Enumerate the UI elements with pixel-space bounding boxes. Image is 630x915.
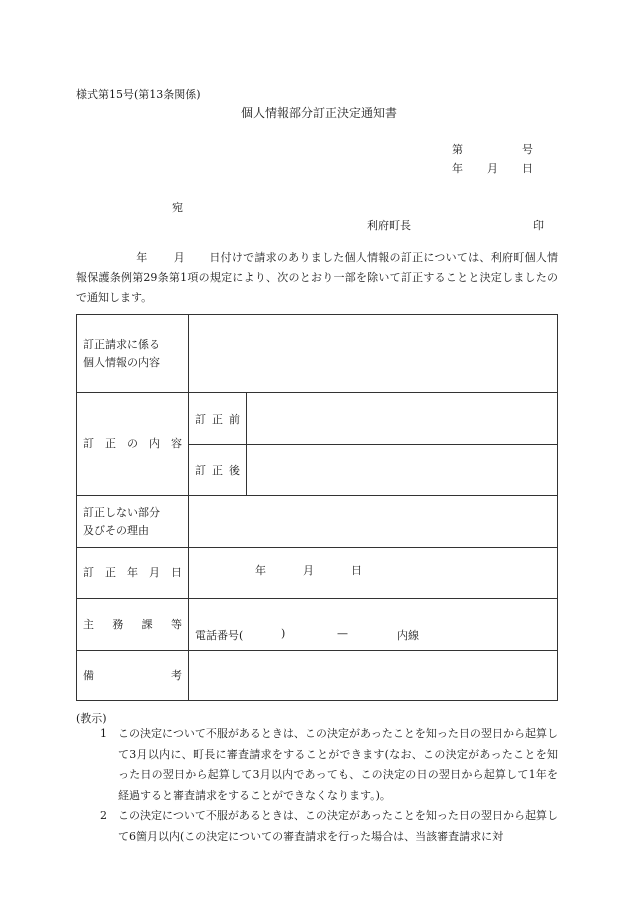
note-item	[100, 806, 558, 847]
addressee-suffix: 宛	[172, 201, 183, 214]
label-char: 等	[170, 617, 182, 631]
reference-dai: 第	[452, 143, 463, 156]
label-char: 備	[83, 668, 94, 682]
label-line: 及びその理由	[83, 523, 149, 537]
body-paragraph	[76, 248, 558, 308]
reference-year: 年	[452, 162, 463, 175]
after-correction-label	[189, 445, 247, 496]
reference-month: 月	[487, 162, 498, 175]
extension-label: 内線	[397, 629, 419, 642]
note-number: 2	[100, 809, 107, 822]
form-number: 様式第15号(第13条関係)	[76, 88, 201, 101]
label-char: 容	[171, 437, 182, 450]
row-request-content-label	[77, 315, 189, 393]
label-line: 個人情報の内容	[83, 355, 160, 369]
label-char: 日	[171, 566, 182, 579]
phone-close: )	[281, 627, 286, 640]
row-correction-content-label	[77, 393, 189, 496]
reference-go: 号	[522, 143, 533, 156]
label-line: 訂正しない部分	[83, 505, 160, 519]
label-char: 後	[229, 464, 240, 477]
reference-day: 日	[522, 162, 533, 175]
note-item	[100, 724, 558, 806]
body-month: 月	[173, 251, 186, 264]
label-char: 正	[105, 437, 116, 450]
phone-dash: —	[337, 627, 348, 640]
label-char: 訂	[83, 566, 94, 579]
label-char: 課	[141, 617, 153, 631]
note-number: 1	[100, 727, 107, 740]
note-text: この決定について不服があるときは、この決定があったことを知った日の翌日から起算して6箇月以内(この決定についての審査請求を行った場合は、当該審査請求に対	[118, 809, 558, 843]
phone-prefix: 電話番号(	[195, 629, 244, 642]
label-char: 月	[149, 566, 160, 579]
label-char: 正	[212, 412, 223, 426]
before-correction-cell[interactable]	[247, 393, 558, 445]
after-correction-cell[interactable]	[247, 445, 558, 496]
before-correction-label	[189, 393, 247, 445]
remarks-cell[interactable]	[189, 651, 558, 701]
label-char: 主	[83, 617, 94, 631]
row-not-corrected-label	[77, 496, 189, 548]
note-text: この決定について不服があるときは、この決定があったことを知った日の翌日から起算して3月以内に、町長に審査請求をすることができます(なお、この決定があったことを知った日の翌日から起算して3月以内であっても、この決定の日の翌日から起算して1年を経過すると審査請求をすることができなくなります。)。	[118, 727, 558, 802]
label-char: 考	[171, 668, 182, 682]
label-char: 正	[105, 566, 116, 579]
label-char: 訂	[195, 412, 206, 426]
row-remarks-label	[77, 651, 189, 701]
label-char: 務	[112, 617, 124, 631]
label-char: 正	[212, 464, 223, 477]
department-cell[interactable]	[189, 599, 558, 651]
label-char: の	[127, 437, 138, 450]
notes-heading: (教示)	[76, 712, 107, 725]
decision-table	[76, 314, 558, 701]
label-char: 訂	[83, 437, 94, 450]
not-corrected-cell[interactable]	[189, 496, 558, 548]
label-char: 内	[149, 437, 160, 450]
label-char: 年	[127, 566, 138, 579]
correction-month: 月	[303, 564, 314, 577]
document-title: 個人情報部分訂正決定通知書	[240, 106, 397, 120]
body-year: 年	[136, 251, 148, 264]
row-department-label	[77, 599, 189, 651]
issuer-name: 利府町長	[367, 219, 411, 232]
label-char: 訂	[195, 464, 206, 477]
correction-year: 年	[255, 564, 266, 577]
label-text	[83, 435, 182, 453]
row-correction-date-label	[77, 548, 189, 599]
label-line: 訂正請求に係る	[83, 337, 160, 351]
correction-day: 日	[351, 564, 362, 577]
seal-mark: 印	[533, 219, 544, 232]
request-content-cell[interactable]	[189, 315, 558, 393]
correction-date-cell[interactable]	[189, 548, 558, 599]
body-text: 日付けで請求のありました個人情報の訂正については、利府町個人情報保護条例第29条第1項の規定により、次のとおり一部を除いて訂正することと決定しましたので通知します。	[76, 251, 559, 304]
label-char: 前	[229, 412, 240, 426]
